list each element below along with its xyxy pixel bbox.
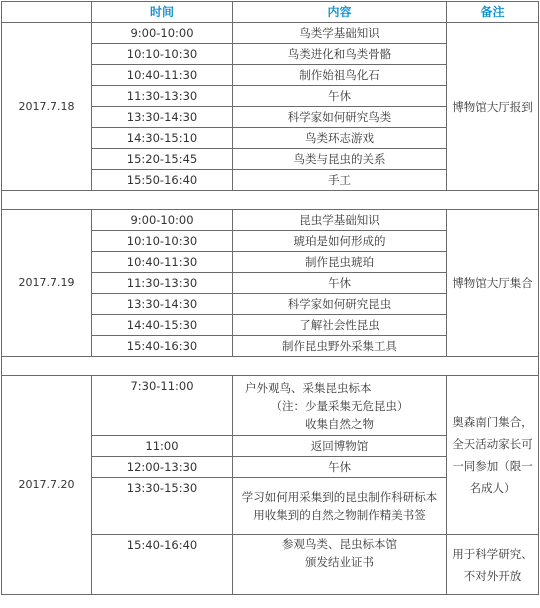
date-cell: 2017.7.18 bbox=[2, 23, 92, 191]
time-cell: 13:30-14:30 bbox=[92, 294, 233, 315]
activity-cell: 制作始祖鸟化石 bbox=[233, 65, 447, 86]
header-time: 时间 bbox=[92, 2, 233, 23]
header-blank bbox=[2, 2, 92, 23]
activity-line: 收集自然之物 bbox=[305, 416, 374, 431]
time-cell: 10:10-10:30 bbox=[92, 231, 233, 252]
activity-line: 颁发结业证书 bbox=[305, 555, 374, 569]
time-cell: 15:40-16:40 bbox=[92, 535, 233, 595]
activity-cell bbox=[233, 478, 447, 535]
activity-cell bbox=[233, 376, 447, 436]
time-cell: 15:20-15:45 bbox=[92, 149, 233, 170]
activity-cell: 昆虫学基础知识 bbox=[233, 210, 447, 231]
spacer-cell bbox=[2, 191, 539, 210]
time-cell: 7:30-11:00 bbox=[92, 376, 233, 436]
time-cell: 9:00-10:00 bbox=[92, 210, 233, 231]
note-cell: 博物馆大厅报到 bbox=[447, 23, 539, 191]
activity-cell: 了解社会性昆虫 bbox=[233, 315, 447, 336]
spacer-row bbox=[2, 191, 539, 210]
time-cell: 9:00-10:00 bbox=[92, 23, 233, 44]
time-cell: 13:30-15:30 bbox=[92, 478, 233, 535]
table-row bbox=[2, 376, 539, 436]
activity-cell: 鸟类与昆虫的关系 bbox=[233, 149, 447, 170]
date-cell: 2017.7.20 bbox=[2, 376, 92, 595]
time-cell: 10:10-10:30 bbox=[92, 44, 233, 65]
note-cell: 奥森南门集合，全天活动家长可一同参加（限一名成人） bbox=[447, 376, 539, 535]
activity-line: （注：少量采集无危昆虫） bbox=[270, 398, 409, 413]
time-cell: 15:50-16:40 bbox=[92, 170, 233, 191]
time-cell: 11:30-13:30 bbox=[92, 86, 233, 107]
activity-cell: 琥珀是如何形成的 bbox=[233, 231, 447, 252]
activity-cell: 午休 bbox=[233, 86, 447, 107]
time-cell: 14:30-15:10 bbox=[92, 128, 233, 149]
time-cell: 12:00-13:30 bbox=[92, 457, 233, 478]
note-cell: 用于科学研究、不对外开放 bbox=[447, 535, 539, 595]
time-cell: 15:40-16:30 bbox=[92, 336, 233, 357]
header-note: 备注 bbox=[447, 2, 539, 23]
header-content: 内容 bbox=[233, 2, 447, 23]
activity-cell: 午休 bbox=[233, 457, 447, 478]
activity-line: 参观鸟类、昆虫标本馆 bbox=[282, 537, 397, 551]
activity-cell: 制作昆虫琥珀 bbox=[233, 252, 447, 273]
activity-cell: 鸟类进化和鸟类骨骼 bbox=[233, 44, 447, 65]
table-row bbox=[2, 210, 539, 231]
time-cell: 13:30-14:30 bbox=[92, 107, 233, 128]
time-cell: 10:40-11:30 bbox=[92, 65, 233, 86]
activity-cell: 科学家如何研究鸟类 bbox=[233, 107, 447, 128]
activity-cell: 鸟类环志游戏 bbox=[233, 128, 447, 149]
activity-cell: 返回博物馆 bbox=[233, 436, 447, 457]
time-cell: 11:00 bbox=[92, 436, 233, 457]
date-cell: 2017.7.19 bbox=[2, 210, 92, 357]
activity-line: 用收集到的自然之物制作精美书签 bbox=[253, 508, 426, 522]
time-cell: 11:30-13:30 bbox=[92, 273, 233, 294]
activity-cell: 科学家如何研究昆虫 bbox=[233, 294, 447, 315]
activity-cell: 鸟类学基础知识 bbox=[233, 23, 447, 44]
schedule-table bbox=[1, 1, 539, 595]
activity-line: 户外观鸟、采集昆虫标本 bbox=[245, 380, 372, 395]
activity-cell: 制作昆虫野外采集工具 bbox=[233, 336, 447, 357]
table-row bbox=[2, 23, 539, 44]
spacer-cell bbox=[2, 357, 539, 376]
time-cell: 14:40-15:30 bbox=[92, 315, 233, 336]
activity-cell: 手工 bbox=[233, 170, 447, 191]
time-cell: 10:40-11:30 bbox=[92, 252, 233, 273]
note-cell: 博物馆大厅集合 bbox=[447, 210, 539, 357]
activity-line: 学习如何用采集到的昆虫制作科研标本 bbox=[241, 490, 438, 504]
activity-cell bbox=[233, 535, 447, 595]
activity-cell: 午休 bbox=[233, 273, 447, 294]
spacer-row bbox=[2, 357, 539, 376]
